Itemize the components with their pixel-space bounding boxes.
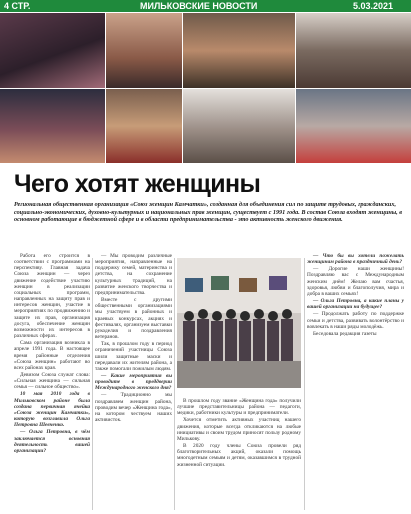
- article-paragraph: В 2020 году члены Союза провели ряд благотворительных акций, оказали помощь многодетным семьям и детям, оказавшимся в трудной жизненной ситуации.: [177, 443, 301, 468]
- article-paragraph: Хочется отметить активных участниц нашего движения, которые всегда откликаются на любые инициативы и своим трудом приносят пользу родному Милькову.: [177, 417, 301, 442]
- page-header: [0, 0, 411, 12]
- collage-photo-1: [0, 13, 105, 88]
- article-paragraph: — Что бы вы хотели пожелать женщинам района в праздничный день?: [307, 253, 404, 266]
- article-paragraph: Сама организация возникла в апреле 1991 года. В настоящее время районные отделения «Союза женщин» работают во всех районах края.: [14, 340, 90, 371]
- article-paragraph: — Ольга Петровна, а какие планы у вашей организации на будущее?: [307, 298, 404, 311]
- article-paragraph: — Дорогие наши женщины! Поздравляю вас с Международным женским днём! Желаю вам счастья, здоровья, любви и благополучия, мира и добра в ваших семьях!: [307, 266, 404, 297]
- article-paragraph: Так, в прошлом году в период ограничений участницы Союза шили защитные маски и передавали их жителям района, а также помогали пожилым людям.: [95, 341, 172, 372]
- collage-photo-6: [106, 89, 182, 163]
- group-photo-image: [177, 258, 301, 388]
- column-divider: [92, 258, 93, 510]
- article-paragraph: В прошлом году звание «Женщина года» получили лучшие представительницы района — педагоги, медики, работники культуры и предприниматели.: [177, 398, 301, 417]
- article-paragraph: — Традиционно мы поздравляем женщин района, проводим вечер «Женщина года», на котором чествуем наших активисток.: [95, 392, 172, 424]
- article-paragraph: Беседовала редакция газеты: [313, 330, 377, 337]
- collage-photo-3: [183, 13, 295, 88]
- article-paragraph: Работа его строится в соответствии с программами на перспективу. Главная задача Союза женщин — через движение содействие участию женщин в реализации социальных программ, направленных на защиту прав и интересов женщин, участие в мероприятиях по продвижению и защите их прав, организация досуга, обеспечение женщин возможности их интересов в различных сферах.: [14, 253, 90, 340]
- article-column-2: [95, 253, 172, 514]
- article-paragraph: Девизом Союза служат слова: «Сильная женщина — сильная семья — сильное общество».: [14, 371, 90, 391]
- collage-photo-5: [0, 89, 105, 163]
- article-paragraph: — Продолжать работу по поддержке семьи и детства, развивать волонтёрство и вовлекать в наши ряды молодёжь.: [307, 311, 404, 330]
- article-paragraph: 10 мая 2010 года в Мильковском районе была создана первичная ячейка «Союза женщин Камчатки», которую возглавила Ольга Петровна Шевченко.: [14, 391, 90, 429]
- column-divider: [174, 258, 175, 510]
- newspaper-title: МИЛЬКОВСКИЕ НОВОСТИ: [140, 1, 258, 11]
- article-paragraph: — Мы проводим различные мероприятия, направленные на поддержку семей, материнства и детства, на сохранение культурных традиций, на развитие женского творчества и предпринимательства.: [95, 253, 172, 296]
- issue-date: 5.03.2021: [353, 1, 394, 11]
- article-column-3: [177, 398, 301, 514]
- article-paragraph: Вместе с другими общественными организациями мы участвуем в районных и краевых конкурсах, акциях и фестивалях, организуем выставки рукоделия и поздравления ветеранов.: [95, 297, 172, 341]
- group-photo: [177, 258, 301, 388]
- column-divider: [304, 258, 305, 510]
- article-column-4: [307, 253, 404, 514]
- article-column-1: [14, 253, 90, 514]
- article-headline: Чего хотят женщины: [14, 170, 261, 198]
- collage-photo-2: [106, 13, 182, 88]
- article-paragraph: — Какие мероприятия вы проводите в преддверии Международного женского дня?: [95, 372, 172, 392]
- collage-photo-8: [296, 89, 411, 163]
- article-paragraph: — Ольга Петровна, в чём заключается основная деятельность вашей организации?: [14, 429, 90, 454]
- collage-photo-4: [296, 13, 411, 88]
- page-number: 4 СТР.: [4, 1, 31, 11]
- collage-photo-7: [183, 89, 295, 163]
- photo-collage: [0, 13, 411, 163]
- article-lead: Региональная общественная организация «Союз женщин Камчатки», созданная для объединения сил по защите трудовых, гражданских, социально-экономических, духовно-культурных и национальных прав женщин, существует с 1991 года. В состав Союза входят женщины, в основном работающие в бюджетной сфере и в области предпринимательства - это активность женского движения.: [14, 201, 403, 224]
